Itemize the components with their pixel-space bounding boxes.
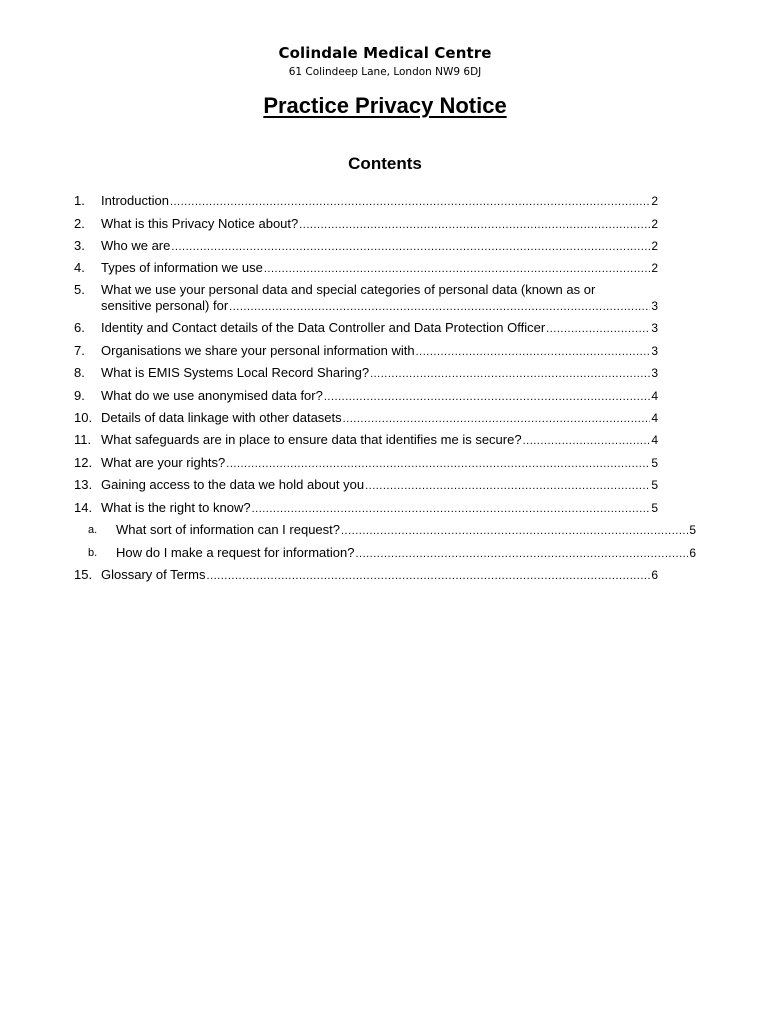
toc-number: 15. bbox=[74, 567, 93, 582]
toc-entry[interactable] bbox=[74, 388, 658, 404]
toc-leader-dots bbox=[252, 501, 651, 517]
toc-page-number: 6 bbox=[651, 568, 658, 582]
contents-heading: Contents bbox=[348, 154, 422, 173]
toc-number: 11. bbox=[74, 432, 92, 447]
toc-number: 13. bbox=[74, 477, 93, 492]
toc-label: What is this Privacy Notice about? bbox=[101, 216, 299, 231]
toc-leader-dots bbox=[207, 568, 651, 584]
toc-label: sensitive personal) for bbox=[101, 298, 229, 313]
toc-leader-dots bbox=[523, 433, 651, 449]
toc-number: 4. bbox=[74, 260, 85, 275]
toc-page-number: 6 bbox=[689, 546, 696, 560]
toc-sub-entry[interactable] bbox=[88, 522, 696, 538]
toc-number: 1. bbox=[74, 193, 85, 208]
toc-entry[interactable] bbox=[74, 216, 658, 232]
toc-label: What safeguards are in place to ensure data that identifies me is secure? bbox=[101, 432, 522, 447]
toc-page-number: 4 bbox=[651, 389, 658, 403]
toc-label: Who we are bbox=[101, 238, 171, 253]
toc-label: What is EMIS Systems Local Record Sharing? bbox=[101, 365, 370, 380]
toc-sub-entry[interactable] bbox=[88, 545, 696, 561]
toc-page-number: 5 bbox=[651, 456, 658, 470]
toc-page-number: 5 bbox=[651, 478, 658, 492]
toc-number: 12. bbox=[74, 455, 93, 470]
toc-number: 9. bbox=[74, 388, 85, 403]
toc-number: 8. bbox=[74, 365, 85, 380]
toc-entry[interactable] bbox=[74, 343, 658, 359]
toc-number: 3. bbox=[74, 238, 85, 253]
toc-page-number: 2 bbox=[651, 239, 658, 253]
toc-label: Organisations we share your personal information with bbox=[101, 343, 415, 358]
toc-label: Identity and Contact details of the Data Controller and Data Protection Officer bbox=[101, 320, 546, 335]
toc-entry[interactable] bbox=[74, 260, 658, 276]
toc-number: 7. bbox=[74, 343, 85, 358]
toc-leader-dots bbox=[324, 389, 650, 405]
organisation-address: 61 Colindeep Lane, London NW9 6DJ bbox=[288, 66, 482, 78]
organisation-name: Colindale Medical Centre bbox=[278, 44, 492, 62]
toc-leader-dots bbox=[370, 366, 650, 382]
toc-entry[interactable] bbox=[74, 455, 658, 471]
toc-leader-dots bbox=[355, 546, 688, 562]
toc-page-number: 3 bbox=[651, 321, 658, 335]
toc-number: 10. bbox=[74, 410, 93, 425]
toc-page-number: 2 bbox=[651, 194, 658, 208]
toc-page-number: 5 bbox=[689, 523, 696, 537]
toc-label: What are your rights? bbox=[101, 455, 226, 470]
toc-page-number: 4 bbox=[651, 411, 658, 425]
toc-leader-dots bbox=[229, 299, 650, 315]
toc-entry[interactable] bbox=[74, 410, 658, 426]
toc-leader-dots bbox=[546, 321, 650, 337]
toc-number: 5. bbox=[74, 282, 85, 297]
toc-number: 14. bbox=[74, 500, 93, 515]
toc-leader-dots bbox=[341, 523, 688, 539]
toc-entry[interactable] bbox=[74, 500, 658, 516]
toc-entry[interactable] bbox=[74, 477, 658, 493]
toc-entry[interactable] bbox=[74, 567, 658, 583]
toc-leader-dots bbox=[365, 478, 650, 494]
toc-page-number: 3 bbox=[651, 299, 658, 313]
toc-page-number: 2 bbox=[651, 217, 658, 231]
toc-number: 2. bbox=[74, 216, 85, 231]
toc-leader-dots bbox=[170, 194, 650, 210]
toc-entry[interactable] bbox=[74, 320, 658, 336]
toc-page-number: 4 bbox=[651, 433, 658, 447]
toc-page-number: 5 bbox=[651, 501, 658, 515]
document-title: Practice Privacy Notice bbox=[263, 93, 507, 118]
toc-entry[interactable] bbox=[74, 238, 658, 254]
toc-label: What sort of information can I request? bbox=[116, 522, 340, 537]
toc-number: b. bbox=[88, 547, 98, 559]
toc-leader-dots bbox=[264, 261, 650, 277]
toc-leader-dots bbox=[299, 217, 650, 233]
toc-entry[interactable] bbox=[74, 193, 658, 209]
toc-label: Gaining access to the data we hold about you bbox=[101, 477, 365, 492]
toc-page-number: 2 bbox=[651, 261, 658, 275]
toc-label: What do we use anonymised data for? bbox=[101, 388, 323, 403]
toc-entry[interactable] bbox=[74, 365, 658, 381]
toc-leader-dots bbox=[343, 411, 651, 427]
toc-leader-dots bbox=[416, 344, 651, 360]
toc-label-line: What we use your personal data and special categories of personal data (known as or bbox=[101, 282, 596, 297]
toc-leader-dots bbox=[226, 456, 650, 472]
toc-number: a. bbox=[88, 524, 98, 536]
toc-label: Details of data linkage with other datasets bbox=[101, 410, 342, 425]
toc-leader-dots bbox=[171, 239, 650, 255]
toc-page-number: 3 bbox=[651, 344, 658, 358]
toc-label: Introduction bbox=[101, 193, 169, 208]
toc-entry[interactable] bbox=[74, 432, 658, 448]
toc-label: Glossary of Terms bbox=[101, 567, 206, 582]
toc-number: 6. bbox=[74, 320, 85, 335]
toc-label: Types of information we use bbox=[101, 260, 263, 275]
toc-label: How do I make a request for information? bbox=[116, 545, 355, 560]
toc-page-number: 3 bbox=[651, 366, 658, 380]
toc-label: What is the right to know? bbox=[101, 500, 251, 515]
toc-entry[interactable] bbox=[74, 282, 658, 316]
